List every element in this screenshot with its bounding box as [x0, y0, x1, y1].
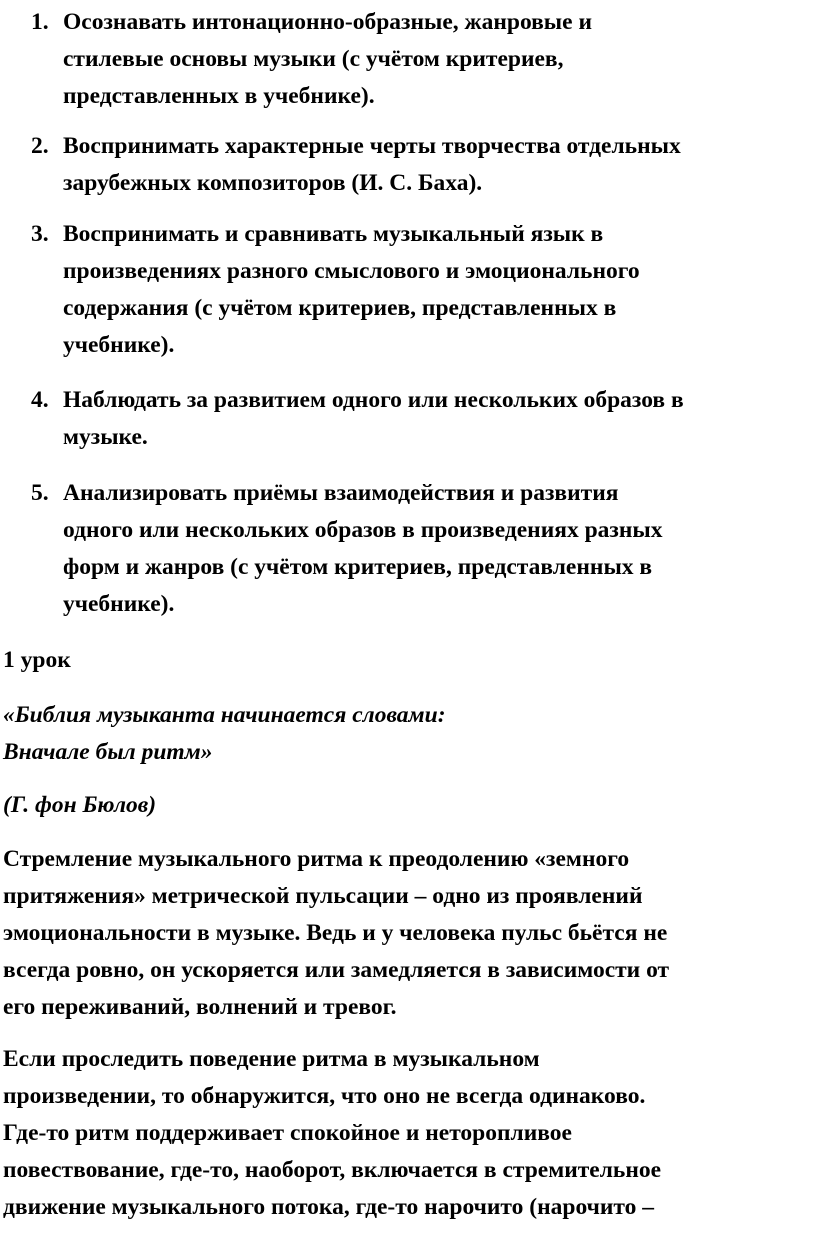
text-line: Где-то ритм поддерживает спокойное и неторопливое — [3, 1120, 572, 1146]
text-line: произведениях разного смыслового и эмоционального — [63, 258, 640, 284]
text-line: учебнике). — [63, 591, 175, 617]
text-line: стилевые основы музыки (с учётом критериев, — [63, 46, 564, 72]
objective-number: 2. — [31, 133, 49, 159]
objective-text — [63, 128, 808, 202]
text-line: одного или нескольких образов в произведениях разных — [63, 517, 663, 543]
objective-number: 4. — [31, 387, 49, 413]
text-line: Воспринимать и сравнивать музыкальный язык в — [63, 221, 604, 247]
text-line: притяжения» метрической пульсации – одно из проявлений — [3, 883, 643, 909]
objective-text — [63, 4, 808, 115]
text-line: Наблюдать за развитием одного или нескольких образов в — [63, 387, 684, 413]
lesson-heading: 1 урок — [3, 647, 71, 673]
objective-text — [63, 382, 808, 456]
objective-number: 5. — [31, 480, 49, 506]
text-line: Стремление музыкального ритма к преодолению «земного — [3, 846, 630, 872]
objective-number: 1. — [31, 9, 49, 35]
text-line: музыке. — [63, 424, 148, 450]
epigraph — [3, 697, 808, 771]
paragraph — [3, 1041, 808, 1226]
text-line: повествование, где-то, наоборот, включается в стремительное — [3, 1157, 662, 1183]
epigraph-line: «Библия музыканта начинается словами: — [3, 702, 446, 728]
text-line: форм и жанров (с учётом критериев, представленных в — [63, 554, 653, 580]
text-line: Анализировать приёмы взаимодействия и развития — [63, 480, 619, 506]
text-line: движение музыкального потока, где-то нарочито (нарочито – — [3, 1194, 655, 1220]
text-line: Воспринимать характерные черты творчества отдельных — [63, 133, 681, 159]
text-line: представленных в учебнике). — [63, 83, 375, 109]
text-line: его переживаний, волнений и тревог. — [3, 994, 397, 1020]
text-line: всегда ровно, он ускоряется или замедляется в зависимости от — [3, 957, 670, 983]
text-line: произведении, то обнаружится, что оно не всегда одинаково. — [3, 1083, 646, 1109]
text-line: эмоциональности в музыке. Ведь и у человека пульс бьётся не — [3, 920, 668, 946]
text-line: содержания (с учётом критериев, представленных в — [63, 295, 617, 321]
text-line: зарубежных композиторов (И. С. Баха). — [63, 170, 483, 196]
objective-text — [63, 216, 808, 364]
text-line: Если проследить поведение ритма в музыкальном — [3, 1046, 540, 1072]
objective-number: 3. — [31, 221, 49, 247]
paragraph — [3, 841, 808, 1026]
objective-text — [63, 475, 808, 623]
epigraph-line: Вначале был ритм» — [3, 739, 213, 765]
text-line: Осознавать интонационно-образные, жанровые и — [63, 9, 592, 35]
epigraph-author: (Г. фон Бюлов) — [3, 792, 157, 818]
text-line: учебнике). — [63, 332, 175, 358]
